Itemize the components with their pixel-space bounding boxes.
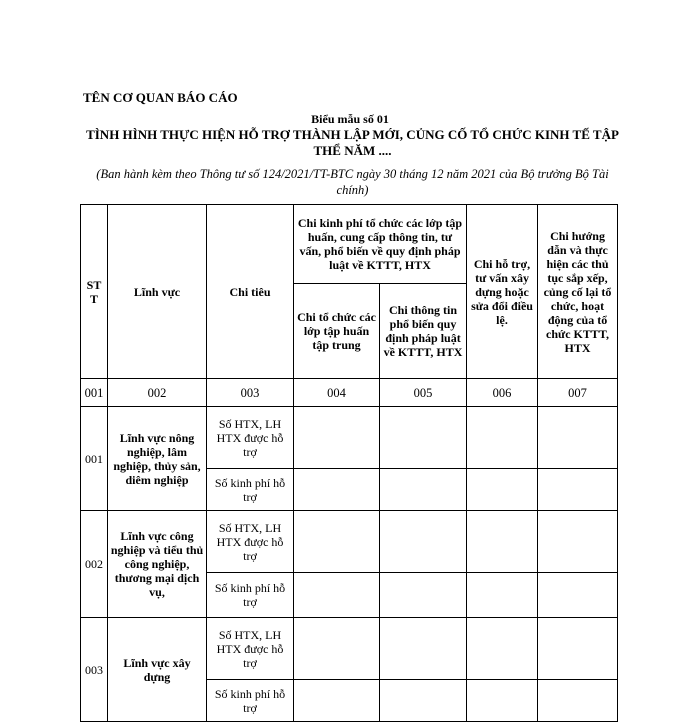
code-row	[81, 379, 618, 407]
code-cell: 001	[81, 379, 108, 407]
data-cell[interactable]	[294, 618, 380, 680]
data-cell[interactable]	[380, 680, 467, 722]
data-cell[interactable]	[467, 511, 538, 573]
header-row-1	[81, 205, 618, 284]
code-cell: 004	[294, 379, 380, 407]
table-row	[81, 511, 618, 573]
data-cell[interactable]	[467, 680, 538, 722]
data-cell[interactable]	[380, 407, 467, 469]
data-cell[interactable]	[538, 469, 618, 511]
row-field: Lĩnh vực công nghiệp và tiểu thủ công nghiệp, thương mại dịch vụ,	[108, 511, 207, 618]
data-cell[interactable]	[538, 680, 618, 722]
data-cell[interactable]	[380, 573, 467, 618]
report-table	[80, 204, 618, 722]
row-indicator: Số kinh phí hỗ trợ	[207, 573, 294, 618]
data-cell[interactable]	[467, 618, 538, 680]
row-stt: 003	[81, 618, 108, 722]
data-cell[interactable]	[467, 407, 538, 469]
code-cell: 005	[380, 379, 467, 407]
header-group-training: Chi kinh phí tổ chức các lớp tập huấn, cung cấp thông tin, tư vấn, phổ biến về quy định pháp luật về KTTT, HTX	[294, 205, 467, 284]
data-cell[interactable]	[294, 680, 380, 722]
header-charter: Chi hỗ trợ, tư vấn xây dựng hoặc sửa đổi điều lệ.	[467, 205, 538, 379]
data-cell[interactable]	[294, 469, 380, 511]
code-cell: 002	[108, 379, 207, 407]
data-cell[interactable]	[380, 511, 467, 573]
data-cell[interactable]	[294, 511, 380, 573]
code-cell: 007	[538, 379, 618, 407]
data-cell[interactable]	[380, 618, 467, 680]
data-cell[interactable]	[538, 573, 618, 618]
form-number: Biểu mẫu số 01	[311, 112, 389, 126]
row-field: Lĩnh vực xây dựng	[108, 618, 207, 722]
row-field: Lĩnh vực nông nghiệp, lâm nghiệp, thủy sản, diêm nghiệp	[108, 407, 207, 511]
row-indicator: Số HTX, LH HTX được hỗ trợ	[207, 511, 294, 573]
header-training: Chi tổ chức các lớp tập huấn tập trung	[294, 284, 380, 379]
row-stt: 001	[81, 407, 108, 511]
data-cell[interactable]	[467, 573, 538, 618]
org-name: TÊN CƠ QUAN BÁO CÁO	[83, 90, 238, 105]
report-subtitle: (Ban hành kèm theo Thông tư số 124/2021/TT-BTC ngày 30 tháng 12 năm 2021 của Bộ trưởng Bộ Tài chính)	[96, 167, 609, 197]
table-row	[81, 618, 618, 680]
row-indicator: Số HTX, LH HTX được hỗ trợ	[207, 407, 294, 469]
data-cell[interactable]	[380, 469, 467, 511]
header-stt: STT	[81, 205, 108, 379]
data-cell[interactable]	[467, 469, 538, 511]
header-guidance: Chi hướng dẫn và thực hiện các thủ tục sắp xếp, củng cố lại tổ chức, hoạt động của tổ chức KTTT, HTX	[538, 205, 618, 379]
table-row	[81, 407, 618, 469]
row-indicator: Số HTX, LH HTX được hỗ trợ	[207, 618, 294, 680]
row-stt: 002	[81, 511, 108, 618]
code-cell: 003	[207, 379, 294, 407]
data-cell[interactable]	[538, 407, 618, 469]
header-indicator: Chi tiêu	[207, 205, 294, 379]
code-cell: 006	[467, 379, 538, 407]
data-cell[interactable]	[294, 573, 380, 618]
data-cell[interactable]	[294, 407, 380, 469]
data-cell[interactable]	[538, 511, 618, 573]
report-title: TÌNH HÌNH THỰC HIỆN HỖ TRỢ THÀNH LẬP MỚI, CỦNG CỐ TỔ CHỨC KINH TẾ TẬP THỂ NĂM ....	[86, 127, 619, 158]
data-cell[interactable]	[538, 618, 618, 680]
row-indicator: Số kinh phí hỗ trợ	[207, 680, 294, 722]
row-indicator: Số kinh phí hỗ trợ	[207, 469, 294, 511]
header-field: Lĩnh vực	[108, 205, 207, 379]
header-info: Chi thông tin phổ biến quy định pháp luật về KTTT, HTX	[380, 284, 467, 379]
